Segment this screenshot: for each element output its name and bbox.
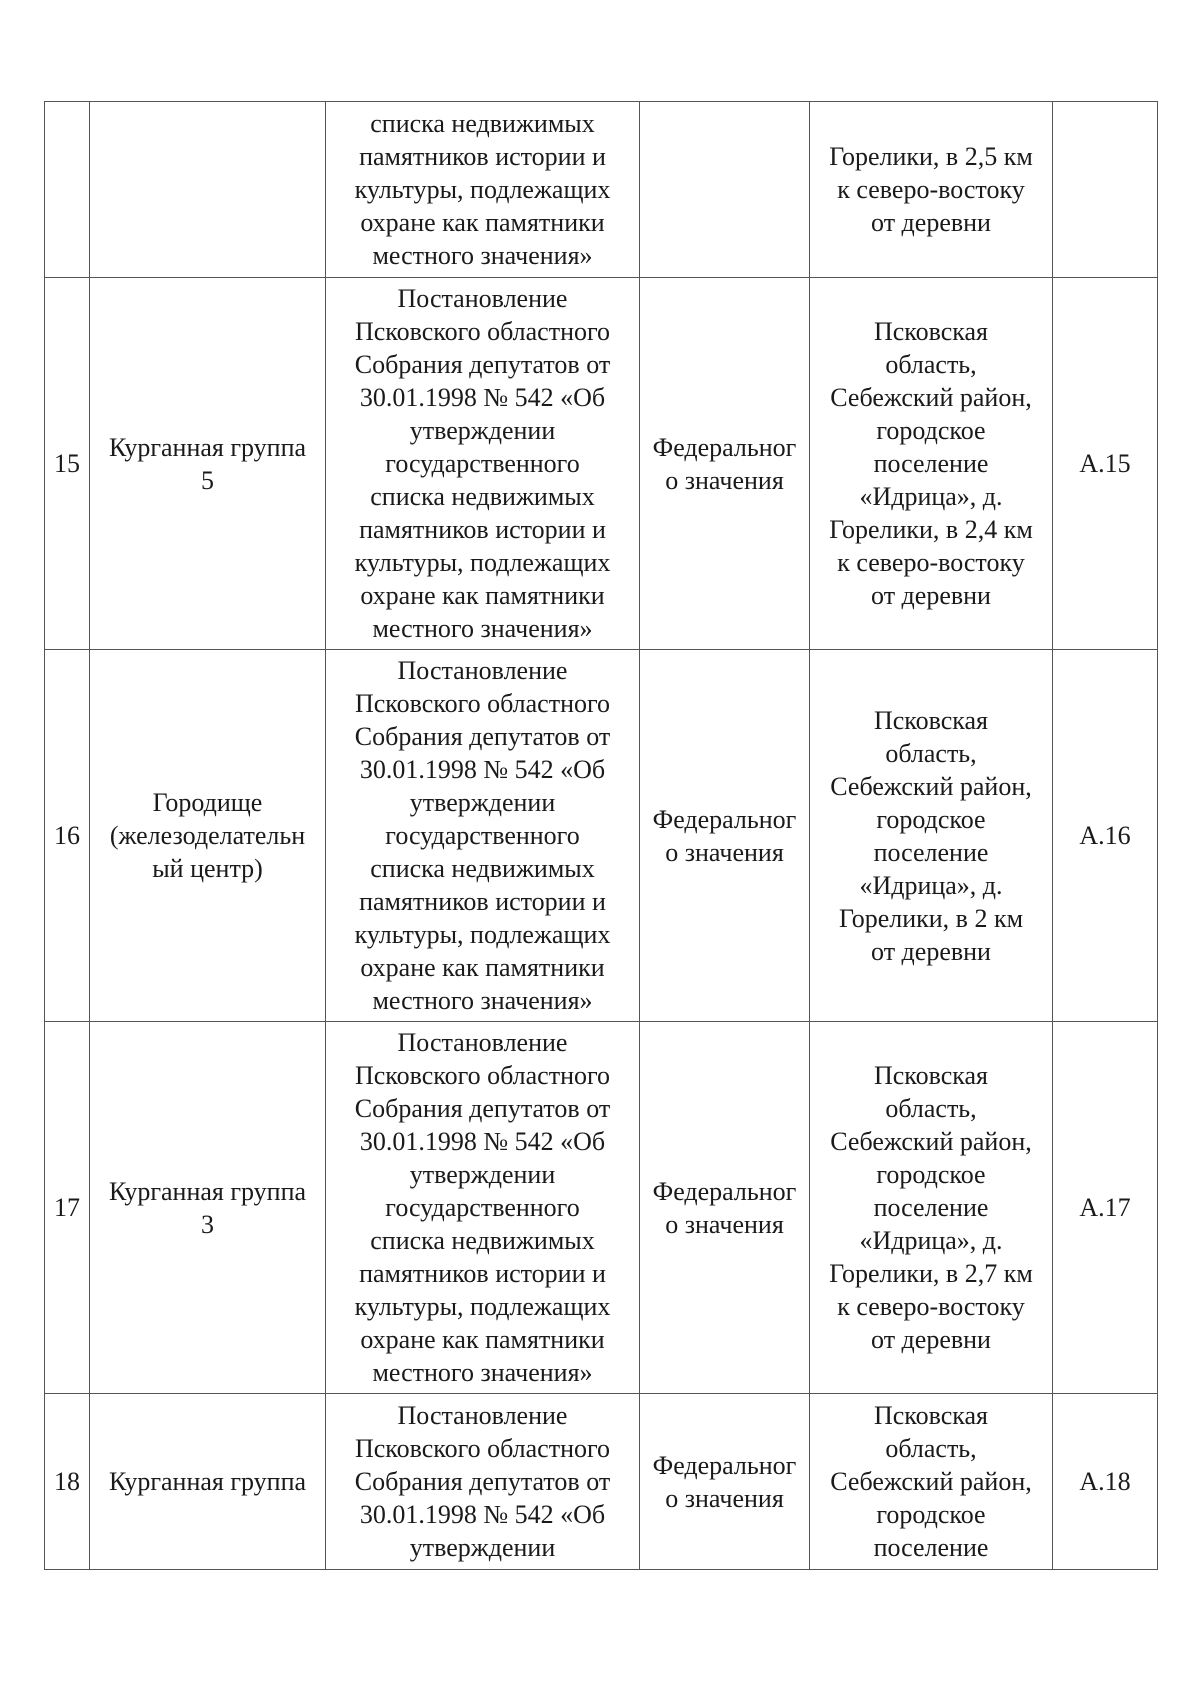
object-name-cell-line: 5 (201, 465, 214, 495)
legal-document-cell-line: местного значения» (372, 614, 593, 643)
legal-document-cell-line: охране как памятники (360, 953, 605, 982)
location-cell-line: Псковская (873, 1401, 989, 1430)
table-row (45, 102, 1158, 278)
legal-document-cell-line: культуры, подлежащих (354, 920, 611, 949)
location-cell-line: Горелики, в 2,5 км (829, 142, 1033, 171)
row-number: 17 (54, 1193, 80, 1222)
location-cell-line: городское (876, 1500, 986, 1529)
row-number: 18 (54, 1467, 80, 1496)
object-name-cell-line: Курганная группа (108, 1467, 307, 1496)
object-name-cell-line: 3 (201, 1209, 214, 1239)
legal-document-cell (326, 278, 640, 650)
object-name-cell-line: (железоделательн (109, 821, 306, 850)
object-code-cell (1053, 278, 1158, 650)
legal-document-cell-line: государственного (385, 449, 580, 478)
object-code: А.18 (1079, 1467, 1131, 1496)
location-cell-line: область, (885, 1434, 977, 1463)
object-code-cell (1053, 1394, 1158, 1570)
significance-cell-line: о значения (665, 1483, 784, 1513)
legal-document-cell-line: Псковского областного (354, 317, 611, 346)
location-cell-line: Себежский район, (830, 1467, 1032, 1496)
location-cell-line: Себежский район, (830, 383, 1032, 412)
location-cell-line: городское (876, 1160, 986, 1189)
significance-cell (640, 1022, 810, 1394)
location-cell-line: «Идрица», д. (859, 1226, 1003, 1255)
legal-document-cell-line: местного значения» (372, 1358, 593, 1387)
location-cell-line: область, (885, 350, 977, 379)
legal-document-cell-line: охране как памятники (360, 1325, 605, 1354)
location-cell-line: к северо-востоку (837, 1292, 1025, 1321)
legal-document-cell-line: утверждении (409, 1533, 556, 1562)
location-cell-line: область, (885, 738, 977, 768)
location-cell (810, 278, 1053, 650)
location-cell (810, 1022, 1053, 1394)
legal-document-cell-line: культуры, подлежащих (354, 1292, 611, 1321)
legal-document-cell-line: списка недвижимых (370, 482, 595, 511)
legal-document-cell-line: Постановление (397, 1401, 568, 1430)
legal-document-cell-line: списка недвижимых (370, 854, 595, 883)
legal-document-cell (326, 102, 640, 278)
table-row (45, 1022, 1158, 1394)
object-code: А.16 (1079, 821, 1131, 850)
location-cell-line: поселение (873, 837, 989, 867)
legal-document-cell-line: памятников истории и (359, 1259, 606, 1288)
location-cell-line: Горелики, в 2 км (838, 903, 1024, 933)
object-name-cell (90, 102, 326, 278)
legal-document-cell-line: культуры, подлежащих (354, 175, 611, 204)
legal-document-cell-line: государственного (385, 1193, 580, 1222)
location-cell (810, 650, 1053, 1022)
location-cell-line: поселение (873, 1533, 989, 1562)
object-name-cell-line: Городище (152, 788, 263, 817)
legal-document-cell-line: Собрания депутатов от (354, 1467, 611, 1496)
legal-document-cell-line: местного значения» (372, 241, 593, 270)
location-cell-line: Горелики, в 2,7 км (829, 1259, 1033, 1288)
location-cell-line: от деревни (871, 936, 991, 966)
location-cell-line: Себежский район, (830, 1127, 1032, 1156)
legal-document-cell (326, 1022, 640, 1394)
legal-document-cell-line: списка недвижимых (370, 109, 595, 138)
location-cell-line: «Идрица», д. (859, 870, 1003, 900)
location-cell-line: от деревни (871, 581, 991, 610)
legal-document-cell-line: охране как памятники (360, 208, 605, 237)
significance-cell-line: о значения (665, 837, 784, 867)
table-row (45, 278, 1158, 650)
row-number: 16 (54, 821, 80, 850)
significance-cell-line: Федеральног (652, 1176, 797, 1206)
legal-document-cell-line: культуры, подлежащих (354, 548, 611, 577)
object-name-cell (90, 1394, 326, 1570)
legal-document-cell-line: памятников истории и (359, 887, 606, 916)
legal-document-cell-line: местного значения» (372, 986, 593, 1015)
location-cell-line: Себежский район, (830, 771, 1032, 801)
location-cell-line: «Идрица», д. (859, 482, 1003, 511)
object-code: А.15 (1079, 449, 1131, 478)
location-cell-line: Псковская (873, 317, 989, 346)
legal-document-cell (326, 1394, 640, 1570)
significance-cell-line: о значения (665, 1209, 784, 1239)
object-name-cell (90, 650, 326, 1022)
location-cell-line: Псковская (873, 1061, 989, 1090)
legal-document-cell-line: утверждении (409, 1160, 556, 1189)
location-cell-line: от деревни (871, 1325, 991, 1354)
table-row (45, 1394, 1158, 1570)
location-cell (810, 102, 1053, 278)
object-name-cell-line: Курганная группа (108, 432, 307, 462)
significance-cell-line: Федеральног (652, 432, 797, 462)
object-name-cell (90, 1022, 326, 1394)
legal-document-cell-line: памятников истории и (359, 515, 606, 544)
location-cell (810, 1394, 1053, 1570)
significance-cell (640, 650, 810, 1022)
significance-cell (640, 102, 810, 278)
row-number-cell (45, 1394, 90, 1570)
location-cell-line: Горелики, в 2,4 км (829, 515, 1033, 544)
legal-document-cell-line: охране как памятники (360, 581, 605, 610)
legal-document-cell-line: 30.01.1998 № 542 «Об (359, 1500, 606, 1529)
object-name-cell-line: Курганная группа (108, 1176, 307, 1206)
legal-document-cell-line: памятников истории и (359, 142, 606, 171)
table-row (45, 650, 1158, 1022)
legal-document-cell-line: Постановление (397, 284, 568, 313)
location-cell-line: область, (885, 1094, 977, 1123)
row-number-cell (45, 650, 90, 1022)
significance-cell-line: Федеральног (652, 804, 797, 834)
object-code-cell (1053, 102, 1158, 278)
object-code: А.17 (1079, 1193, 1131, 1222)
table-body (45, 102, 1158, 1570)
legal-document-cell-line: Псковского областного (354, 1434, 611, 1463)
object-name-cell-line: ый центр) (152, 854, 263, 883)
legal-document-cell-line: 30.01.1998 № 542 «Об (359, 383, 606, 412)
object-name-cell (90, 278, 326, 650)
legal-document-cell-line: Псковского областного (354, 1061, 611, 1090)
row-number: 15 (54, 449, 80, 478)
object-code-cell (1053, 1022, 1158, 1394)
legal-document-cell-line: утверждении (409, 788, 556, 817)
location-cell-line: Псковская (873, 705, 989, 735)
location-cell-line: поселение (873, 1193, 989, 1222)
significance-cell (640, 1394, 810, 1570)
location-cell-line: городское (876, 416, 986, 445)
legal-document-cell-line: 30.01.1998 № 542 «Об (359, 755, 606, 784)
significance-cell-line: о значения (665, 465, 784, 495)
legal-document-cell-line: Постановление (397, 656, 568, 685)
legal-document-cell-line: утверждении (409, 416, 556, 445)
row-number-cell (45, 1022, 90, 1394)
location-cell-line: поселение (873, 449, 989, 478)
row-number-cell (45, 102, 90, 278)
legal-document-cell-line: Постановление (397, 1028, 568, 1057)
legal-document-cell-line: Собрания депутатов от (354, 722, 611, 751)
legal-document-cell-line: 30.01.1998 № 542 «Об (359, 1127, 606, 1156)
location-cell-line: к северо-востоку (837, 548, 1025, 577)
object-code-cell (1053, 650, 1158, 1022)
legal-document-cell-line: списка недвижимых (370, 1226, 595, 1255)
location-cell-line: городское (876, 804, 986, 834)
legal-document-cell-line: государственного (385, 821, 580, 850)
significance-cell-line: Федеральног (652, 1450, 797, 1480)
heritage-table (44, 101, 1158, 1570)
legal-document-cell-line: Псковского областного (354, 689, 611, 718)
legal-document-cell-line: Собрания депутатов от (354, 1094, 611, 1123)
location-cell-line: от деревни (871, 208, 991, 237)
location-cell-line: к северо-востоку (837, 175, 1025, 204)
significance-cell (640, 278, 810, 650)
legal-document-cell (326, 650, 640, 1022)
row-number-cell (45, 278, 90, 650)
legal-document-cell-line: Собрания депутатов от (354, 350, 611, 379)
